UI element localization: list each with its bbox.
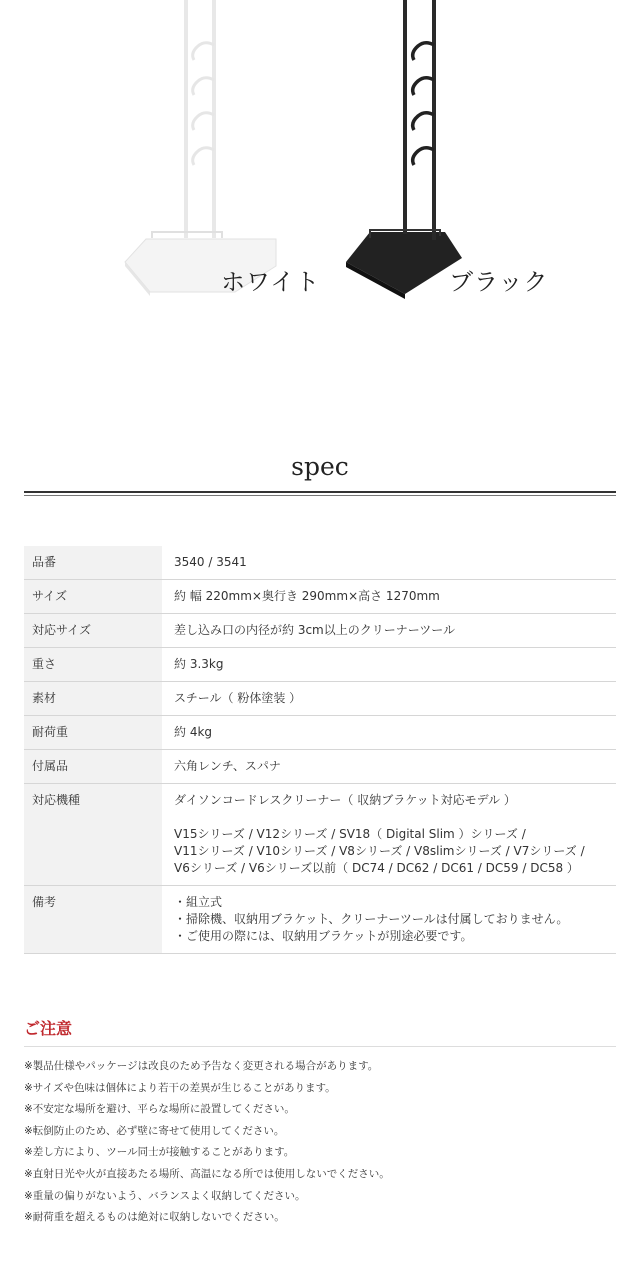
- spec-value: 約 幅 220mm×奥行き 290mm×高さ 1270mm: [162, 580, 616, 614]
- spec-key: 備考: [24, 886, 162, 954]
- spec-table: [24, 546, 616, 954]
- spec-row-accessories: [24, 750, 616, 784]
- caution-item: ※耐荷重を超えるものは絶対に収納しないでください。: [24, 1211, 285, 1224]
- spec-divider-thin: [24, 495, 616, 496]
- white-stand-image: [125, 0, 276, 296]
- color-label-white: ホワイト: [221, 268, 321, 296]
- spec-value: [162, 784, 616, 886]
- spec-row-load-capacity: [24, 716, 616, 750]
- product-photo: [0, 0, 640, 330]
- spec-row-part-number: [24, 546, 616, 580]
- spec-heading: spec: [291, 452, 349, 481]
- models-intro: ダイソンコードレスクリーナー（ 収納ブラケット対応モデル ）: [174, 793, 516, 807]
- spec-value: 六角レンチ、スパナ: [162, 750, 616, 784]
- spec-value: スチール（ 粉体塗装 ）: [162, 682, 616, 716]
- models-line: V11シリーズ / V10シリーズ / V8シリーズ / V8slimシリーズ / V7シリーズ /: [174, 844, 585, 858]
- caution-list: [24, 1058, 390, 1231]
- spec-value: 3540 / 3541: [162, 546, 616, 580]
- spec-key: サイズ: [24, 580, 162, 614]
- caution-item: ※不安定な場所を避け、平らな場所に設置してください。: [24, 1103, 295, 1116]
- remarks-line: ・組立式: [174, 895, 223, 909]
- spec-value: 差し込み口の内径が約 3cm以上のクリーナーツール: [162, 614, 616, 648]
- spec-key: 品番: [24, 546, 162, 580]
- spec-value: 約 3.3kg: [162, 648, 616, 682]
- spec-key: 対応サイズ: [24, 614, 162, 648]
- caution-item: ※転倒防止のため、必ず壁に寄せて使用してください。: [24, 1124, 285, 1137]
- spec-divider-thick: [24, 491, 616, 493]
- spec-row-material: [24, 682, 616, 716]
- spec-row-size: [24, 580, 616, 614]
- caution-item: ※直射日光や火が直接あたる場所、高温になる所では使用しないでください。: [24, 1167, 390, 1180]
- caution-heading: ご注意: [24, 1019, 73, 1038]
- spec-row-compatible-models: [24, 784, 616, 886]
- spec-key: 素材: [24, 682, 162, 716]
- caution-item: ※製品仕様やパッケージは改良のため予告なく変更される場合があります。: [24, 1060, 379, 1072]
- remarks-line: ・掃除機、収納用ブラケット、クリーナーツールは付属しておりません。: [174, 912, 569, 926]
- spec-row-weight: [24, 648, 616, 682]
- spec-key: 耐荷重: [24, 716, 162, 750]
- black-stand-image: [346, 0, 462, 299]
- remarks-line: ・ご使用の際には、収納用ブラケットが別途必要です。: [174, 929, 473, 943]
- models-line: V15シリーズ / V12シリーズ / SV18（ Digital Slim ）シリーズ /: [174, 827, 526, 841]
- caution-divider: [24, 1046, 616, 1047]
- spec-key: 重さ: [24, 648, 162, 682]
- spec-row-compatible-size: [24, 614, 616, 648]
- spec-key: 対応機種: [24, 784, 162, 886]
- caution-item: ※重量の偏りがないよう、バランスよく収納してください。: [24, 1189, 306, 1202]
- spec-row-remarks: [24, 886, 616, 954]
- spec-value: [162, 886, 616, 954]
- color-label-black: ブラック: [449, 268, 549, 296]
- spec-value: 約 4kg: [162, 716, 616, 750]
- caution-item: ※差し方により、ツール同士が接触することがあります。: [24, 1146, 295, 1159]
- spec-key: 付属品: [24, 750, 162, 784]
- models-line: V6シリーズ / V6シリーズ以前（ DC74 / DC62 / DC61 / DC59 / DC58 ）: [174, 861, 579, 875]
- caution-item: ※サイズや色味は個体により若干の差異が生じることがあります。: [24, 1081, 336, 1094]
